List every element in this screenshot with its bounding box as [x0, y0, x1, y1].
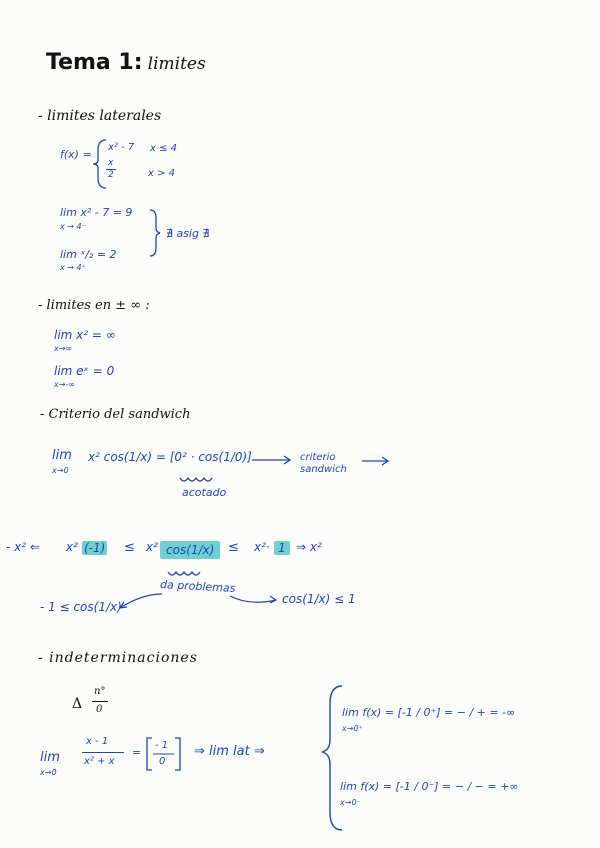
- ineq-b-highlight: cos(1/x): [160, 541, 220, 559]
- problemas-label: da problemas: [159, 578, 236, 595]
- ineq-c-pre: x²·: [254, 540, 270, 554]
- inf-limit-2: lim eˣ = 0: [54, 364, 115, 378]
- delta-frac-num: n°: [94, 686, 106, 697]
- case2-cond: x > 4: [148, 168, 176, 179]
- inf-limit-2-sub: x→-∞: [54, 380, 75, 389]
- ineq-c-highlight: 1: [274, 541, 290, 555]
- criterio-label: criterio: [300, 452, 336, 463]
- inf-limit-1: lim x² = ∞: [54, 328, 116, 342]
- delta-symbol: Δ: [72, 696, 83, 712]
- function-label: f(x) =: [60, 148, 92, 161]
- lateral-limit-2-sub: x → 4⁺: [60, 263, 86, 272]
- sandwich-expr: x² cos(1/x) = [0² · cos(1/0)]: [88, 450, 252, 464]
- section-heading-infinito: - limites en ± ∞ :: [38, 298, 150, 313]
- section-heading-indeterminaciones: - indeterminaciones: [38, 650, 198, 666]
- ineq-b-pre: x²: [146, 540, 158, 554]
- ineq-le-1: ≤: [124, 540, 135, 555]
- indet-eq-num: - 1: [155, 740, 169, 751]
- case1-expr: x² - 7: [108, 142, 135, 153]
- case1-cond: x ≤ 4: [150, 143, 178, 154]
- lateral-limit-2: lim ˣ/₂ = 2: [60, 248, 117, 261]
- indet-right-2-sub: x→0⁻: [340, 798, 361, 807]
- acotado-label: acotado: [182, 486, 227, 499]
- ineq-le-2: ≤: [228, 540, 239, 555]
- indet-lim-sub: x→0: [40, 768, 57, 777]
- bound-right: cos(1/x) ≤ 1: [282, 592, 356, 606]
- indet-num: x - 1: [86, 736, 109, 747]
- delta-frac-den: 0: [96, 704, 103, 715]
- case2-den: 2: [108, 170, 114, 180]
- section-heading-laterales: - limites laterales: [38, 108, 162, 124]
- indet-eq-den: 0: [159, 756, 166, 767]
- ineq-a-highlight: (-1): [84, 541, 106, 555]
- ineq-a-pre: x²: [66, 540, 78, 554]
- indet-right-1-sub: x→0⁺: [342, 724, 363, 733]
- indet-den: x² + x: [84, 756, 115, 767]
- title-rest: limites: [147, 54, 206, 74]
- lateral-limit-1-sub: x → 4⁻: [60, 222, 86, 231]
- inf-limit-1-sub: x→∞: [54, 344, 73, 353]
- indet-lim: lim: [40, 750, 60, 765]
- bound-left: - 1 ≤ cos(1/x): [40, 600, 122, 614]
- sandwich-lim-sub: x→0: [52, 466, 69, 475]
- indet-right-2: lim f(x) = [-1 / 0⁻] = − / − = +∞: [340, 780, 519, 793]
- sandwich-label: sandwich: [300, 464, 347, 475]
- case2-num: x: [108, 158, 114, 168]
- indet-equals: =: [132, 746, 142, 759]
- indet-arrow-text: ⇒ lim lat ⇒: [194, 744, 265, 759]
- lateral-limit-1: lim x² - 7 = 9: [60, 206, 133, 219]
- ineq-right: ⇒ x²: [296, 540, 322, 554]
- lateral-result: ∄ asig ∄: [166, 227, 210, 240]
- section-heading-sandwich: - Criterio del sandwich: [40, 407, 191, 422]
- sandwich-lim: lim: [52, 448, 72, 463]
- title-bold: Tema 1:: [46, 50, 143, 75]
- indet-right-1: lim f(x) = [-1 / 0⁺] = − / + = -∞: [342, 706, 516, 719]
- ineq-left: - x² ⇐: [6, 540, 40, 554]
